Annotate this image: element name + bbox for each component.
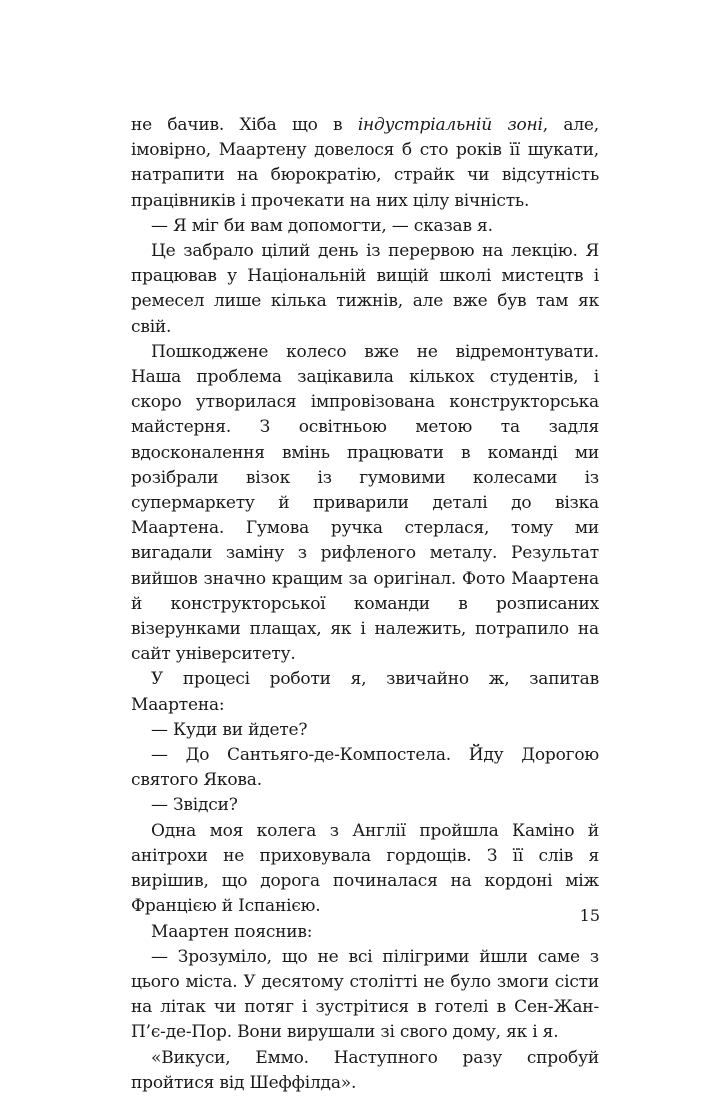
paragraph-1-start: не бачив. Хіба що в	[131, 115, 358, 135]
italic-phrase: індустріальній зоні	[357, 115, 543, 135]
paragraph-5: У процесі роботи я, звичайно ж, запитав Маартена:	[131, 669, 599, 715]
paragraph-7: — До Сантьяго-де-Компостела. Йду Дорогою святого Якова.	[131, 745, 599, 791]
paragraph-12: «Викуси, Еммо. Наступного разу спробуй пройтися від Шеффілда».	[131, 1047, 599, 1093]
paragraph-9: Одна моя колега з Англії пройшла Каміно й анітрохи не приховувала гордощів. З її слів я вирішив, що дорога починалася на кордоні між Францією й Іспанією.	[131, 820, 599, 917]
paragraph-8: — Звідси?	[151, 795, 238, 816]
paragraph-1	[131, 113, 599, 214]
paragraph-3: Це забрало цілий день із перервою на лекцію. Я працював у Національній вищій школі мистецтв і ремесел лише кілька тижнів, але вже був там як свій.	[131, 241, 599, 337]
paragraph-2: — Я міг би вам допомогти, — сказав я.	[151, 215, 493, 236]
paragraph-10: Маартен пояснив:	[151, 921, 313, 942]
page-number: 15	[579, 906, 600, 925]
paragraph-11: — Зрозуміло, що не всі пілігрими йшли саме з цього міста. У десятому столітті не було змоги сісти на літак чи потяг і зустрітися в готелі в Сен-Жан-П’є-де-Пор. Вони вирушали зі свого дому, як і я.	[131, 946, 599, 1043]
paragraph-1-end: , але, імовірно, Маартену довелося б сто років її шукати, натрапити на бюрократію, страйк чи відсутність працівників і прочекати на них цілу вічність.	[131, 115, 599, 211]
paragraph-6: — Куди ви йдете?	[151, 719, 308, 740]
paragraph-4: Пошкоджене колесо вже не відремонтувати. Наша проблема зацікавила кількох студентів, і скоро утворилася імпровізована конструкторська майстерня. З освітньою метою та задля вдосконалення вмінь працювати в команді ми розібрали візок із гумовими колесами із супермаркету й приварили деталі до візка Маартена. Гумова ручка стерлася, тому ми вигадали заміну з рифленого металу. Результат вийшов значно кращим за оригінал. Фото Маартена й конструкторської команди в розписаних візерунками плащах, як і належить, потрапило на сайт університету.	[131, 341, 599, 665]
page-text	[131, 113, 599, 1096]
